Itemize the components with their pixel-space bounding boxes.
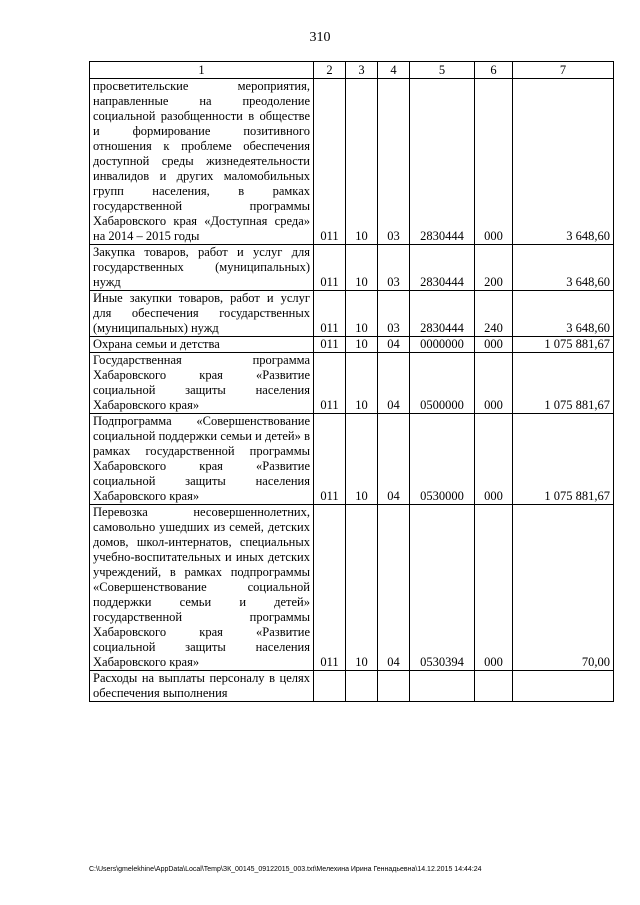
row-subsection xyxy=(378,671,410,702)
row-name: Иные закупки товаров, работ и услуг для обеспечения государственных (муниципальных) нужд xyxy=(90,291,314,337)
row-amount: 3 648,60 xyxy=(513,291,614,337)
row-expense-type: 240 xyxy=(475,291,513,337)
row-code: 011 xyxy=(314,245,346,291)
row-target-article xyxy=(410,671,475,702)
row-code: 011 xyxy=(314,337,346,353)
row-section: 10 xyxy=(346,291,378,337)
row-code xyxy=(314,671,346,702)
row-section: 10 xyxy=(346,337,378,353)
table-row xyxy=(90,505,614,671)
header-col-3: 3 xyxy=(346,62,378,79)
row-expense-type xyxy=(475,671,513,702)
row-section: 10 xyxy=(346,414,378,505)
table-row xyxy=(90,291,614,337)
row-subsection: 03 xyxy=(378,291,410,337)
row-amount: 3 648,60 xyxy=(513,245,614,291)
row-code: 011 xyxy=(314,79,346,245)
row-subsection: 04 xyxy=(378,337,410,353)
table-row xyxy=(90,353,614,414)
row-section xyxy=(346,671,378,702)
row-amount: 1 075 881,67 xyxy=(513,414,614,505)
row-code: 011 xyxy=(314,414,346,505)
row-name: Закупка товаров, работ и услуг для государственных (муниципальных) нужд xyxy=(90,245,314,291)
header-col-2: 2 xyxy=(314,62,346,79)
budget-table xyxy=(89,61,614,702)
header-row xyxy=(90,62,614,79)
table-row xyxy=(90,414,614,505)
file-path-footer: C:\Users\gmelekhine\AppData\Local\Temp\ЗК_00145_09122015_003.txt\Мелехина Ирина Геннадьевна\14.12.2015 14:44:24 xyxy=(89,866,482,873)
row-section: 10 xyxy=(346,353,378,414)
header-col-6: 6 xyxy=(475,62,513,79)
header-col-7: 7 xyxy=(513,62,614,79)
row-target-article: 0500000 xyxy=(410,353,475,414)
row-code: 011 xyxy=(314,505,346,671)
row-amount xyxy=(513,671,614,702)
row-target-article: 0000000 xyxy=(410,337,475,353)
row-name: просветительские мероприятия, направленные на преодоление социальной разобщенности в обществе и формирование позитивного отношения к проблеме обеспечения доступной среды жизнедеятельности инвалидов и других маломобильных групп населения, в рамках государственной программы Хабаровского края «Доступная среда» на 2014 – 2015 годы xyxy=(90,79,314,245)
row-subsection: 04 xyxy=(378,414,410,505)
row-section: 10 xyxy=(346,79,378,245)
row-code: 011 xyxy=(314,291,346,337)
row-expense-type: 000 xyxy=(475,505,513,671)
header-col-1: 1 xyxy=(90,62,314,79)
row-code: 011 xyxy=(314,353,346,414)
row-target-article: 2830444 xyxy=(410,245,475,291)
row-expense-type: 000 xyxy=(475,353,513,414)
header-col-5: 5 xyxy=(410,62,475,79)
row-expense-type: 000 xyxy=(475,414,513,505)
row-expense-type: 000 xyxy=(475,79,513,245)
row-subsection: 04 xyxy=(378,353,410,414)
row-amount: 70,00 xyxy=(513,505,614,671)
row-target-article: 2830444 xyxy=(410,79,475,245)
page-number: 310 xyxy=(309,30,331,45)
row-name: Перевозка несовершеннолетних, самовольно ушедших из семей, детских домов, школ-интернатов, специальных учебно-воспитательных и иных детских учреждений, в рамках подпрограммы «Совершенствование социальной поддержки семьи и детей» государственной программы Хабаровского края «Развитие социальной защиты населения Хабаровского края» xyxy=(90,505,314,671)
row-name: Охрана семьи и детства xyxy=(90,337,314,353)
row-name: Государственная программа Хабаровского края «Развитие социальной защиты населения Хабаровского края» xyxy=(90,353,314,414)
table-row xyxy=(90,79,614,245)
row-amount: 1 075 881,67 xyxy=(513,353,614,414)
table-row xyxy=(90,671,614,702)
row-section: 10 xyxy=(346,245,378,291)
row-target-article: 2830444 xyxy=(410,291,475,337)
row-amount: 1 075 881,67 xyxy=(513,337,614,353)
row-subsection: 04 xyxy=(378,505,410,671)
row-amount: 3 648,60 xyxy=(513,79,614,245)
table-row xyxy=(90,245,614,291)
row-name: Расходы на выплаты персоналу в целях обеспечения выполнения xyxy=(90,671,314,702)
header-col-4: 4 xyxy=(378,62,410,79)
row-target-article: 0530000 xyxy=(410,414,475,505)
row-expense-type: 000 xyxy=(475,337,513,353)
row-section: 10 xyxy=(346,505,378,671)
row-expense-type: 200 xyxy=(475,245,513,291)
row-subsection: 03 xyxy=(378,79,410,245)
row-target-article: 0530394 xyxy=(410,505,475,671)
row-name: Подпрограмма «Совершенствование социальной поддержки семьи и детей» в рамках государственной программы Хабаровского края «Развитие социальной защиты населения Хабаровского края» xyxy=(90,414,314,505)
table-row xyxy=(90,337,614,353)
row-subsection: 03 xyxy=(378,245,410,291)
